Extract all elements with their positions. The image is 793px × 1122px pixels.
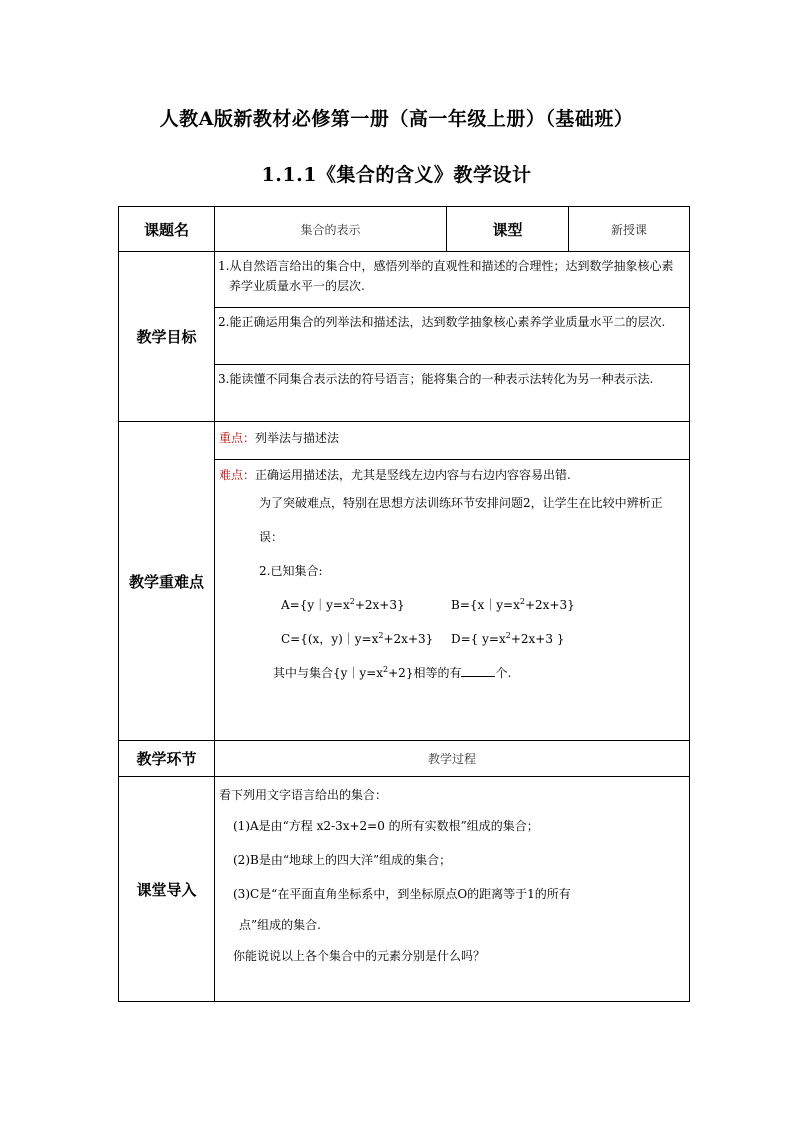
sets-row-1 <box>219 588 683 622</box>
goal-text-1: 1.从自然语言给出的集合中，感悟列举的直观性和描述的合理性；达到数学抽象核心素养学业质量水平一的层次. <box>218 259 674 293</box>
label-topic: 课题名 <box>119 207 215 252</box>
focus-text: 列举法与描述法 <box>255 431 340 445</box>
intro-cell <box>215 777 690 1002</box>
set-d: D={ $y=x^2+2x+3$ } <box>451 631 565 646</box>
label-type: 课型 <box>447 207 569 252</box>
lesson-plan-table <box>118 206 689 1002</box>
set-a: $A=\{y|y=x^2+2x+3\}$ <box>281 597 405 612</box>
label-intro: 课堂导入 <box>119 777 215 1002</box>
intro-line-1: 看下列用文字语言给出的集合： <box>219 788 388 802</box>
topic-value: 集合的表示 <box>215 207 447 252</box>
goal-text-2: 2.能正确运用集合的列举法和描述法，达到数学抽象核心素养学业质量水平二的层次. <box>218 315 666 329</box>
label-process: 教学环节 <box>119 741 215 777</box>
answer-blank <box>461 664 495 677</box>
problem-title: 2.已知集合: <box>259 564 323 578</box>
document-subtitle: 1.1.1《集合的含义》教学设计 <box>261 164 532 186</box>
goal-text-3: 3.能读懂不同集合表示法的符号语言；能将集合的一种表示法转化为另一种表示法. <box>218 372 654 386</box>
goal-item <box>215 252 690 308</box>
intro-line-2: (1)A是由“方程 x2-3x+2=0 的所有实数根”组成的集合； <box>233 819 539 833</box>
intro-line-4: (3)C是“在平面直角坐标系中，到坐标原点O的距离等于1的所有 <box>233 887 571 901</box>
focus-cell: 重点：列举法与描述法 <box>215 422 690 460</box>
difficulty-tag: 难点 <box>219 468 244 482</box>
label-key-points: 教学重难点 <box>119 422 215 741</box>
label-goals: 教学目标 <box>119 252 215 422</box>
goal-item <box>215 365 690 422</box>
document-title: 人教A版新教材必修第一册（高一年级上册）（基础班） <box>159 108 634 130</box>
goal-item <box>215 308 690 365</box>
intro-line-5: 点”组成的集合. <box>239 918 321 932</box>
type-value: 新授课 <box>569 207 690 252</box>
intro-line-3: (2)B是由“地球上的四大洋”组成的集合； <box>233 853 452 867</box>
set-b: $B=\{x|y=x^2+2x+3\}$ <box>451 597 575 612</box>
difficulty-text: 正确运用描述法，尤其是竖线左边内容与右边内容容易出错. <box>255 468 571 482</box>
difficulty-cell: 难点：正确运用描述法，尤其是竖线左边内容与右边内容容易出错. 为了突破难点，特别在思想方法训练环节安排问题2，让学生在比较中辨析正误： 2.已知集合: $A=\{y|y=x^2+2x+3\}$ $B=\{x|y=x^2+2x+3\}$ C={(x，$y)|y=x^2+2x+3$} D={ $y=x^2+2x+3$ } 其中与集合$\{y|y=x^2+2\}$相等的有 个. <box>215 460 690 741</box>
problem-question: 其中与集合$\{y|y=x^2+2\}$相等的有 个. <box>273 665 512 680</box>
sets-row-2 <box>219 622 683 656</box>
process-header: 教学过程 <box>215 741 690 777</box>
difficulty-note: 为了突破难点，特别在思想方法训练环节安排问题2，让学生在比较中辨析正误： <box>259 496 663 544</box>
set-c: C={(x，$y)|y=x^2+2x+3$} <box>281 631 434 646</box>
intro-line-6: 你能说说以上各个集合中的元素分别是什么吗？ <box>233 949 486 963</box>
focus-tag: 重点 <box>219 431 244 445</box>
